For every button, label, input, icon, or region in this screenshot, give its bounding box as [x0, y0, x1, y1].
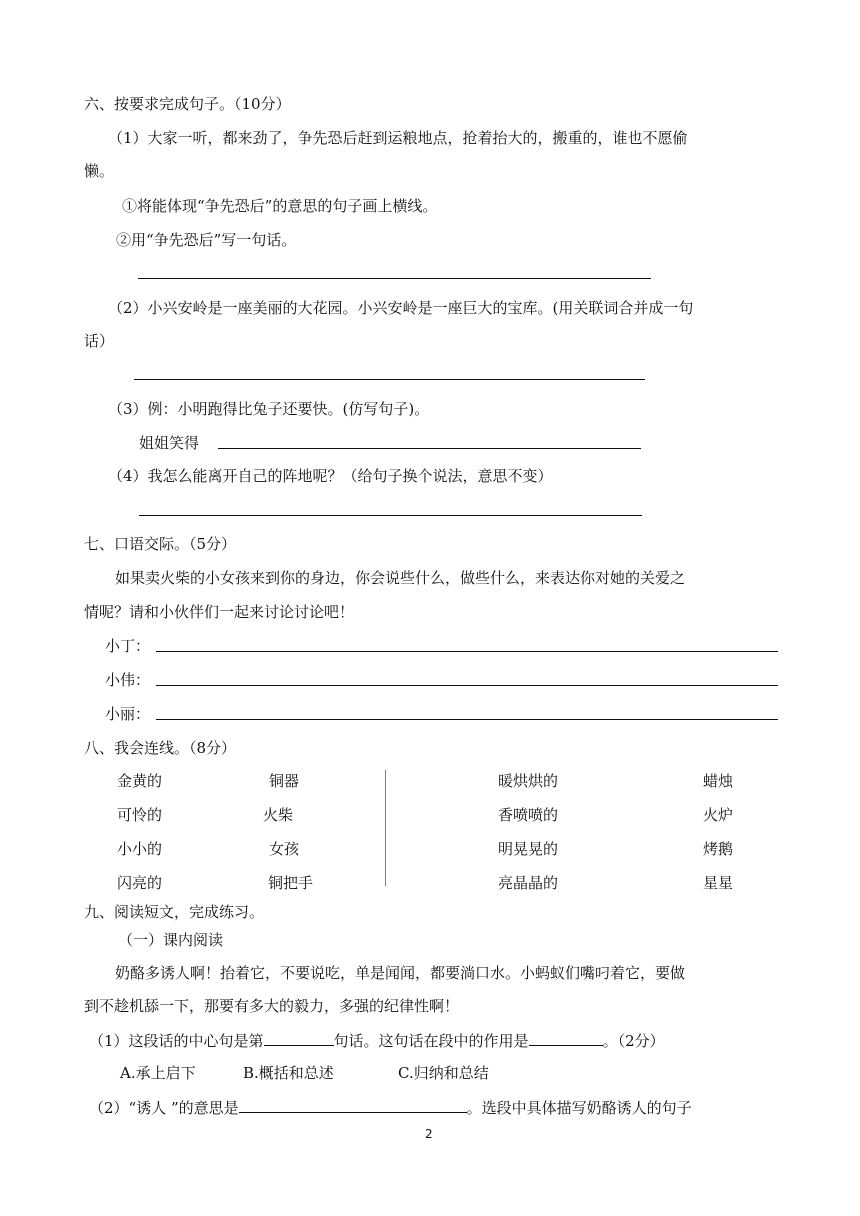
q1-sentence-line1: （1）大家一听，都来劲了，争先恐后赶到运粮地点，抢着抬大的，搬重的，谁也不愿偷	[108, 129, 688, 147]
q2-answer-line[interactable]	[134, 379, 645, 380]
q3-prefix: 姐姐笑得	[139, 434, 200, 452]
option-c[interactable]: C.归纳和总结	[398, 1064, 489, 1082]
match-left-noun[interactable]: 铜把手	[268, 874, 314, 892]
section-9-title: 九、阅读短文，完成练习。	[84, 903, 265, 921]
reading-passage-line1: 奶酪多诱人啊！抬着它，不要说吃，单是闻闻，都要淌口水。小蚂蚁们嘴叼着它，要做	[115, 964, 686, 982]
q1-sentence-line2: 懒。	[84, 162, 115, 180]
q3-answer-line[interactable]	[218, 448, 641, 449]
match-left-noun[interactable]: 火柴	[263, 806, 294, 824]
q1-task-1: ①将能体现“争先恐后”的意思的句子画上横线。	[122, 197, 438, 215]
reading-q2	[89, 1097, 692, 1118]
speaker-label: 小丽：	[105, 705, 151, 723]
q1-task-2: ②用“争先恐后”写一句话。	[116, 231, 297, 249]
section-7-title: 七、口语交际。（5分）	[84, 535, 237, 553]
q2-sentence-line1: （2）小兴安岭是一座美丽的大花园。小兴安岭是一座巨大的宝库。(用关联词合并成一句	[108, 299, 694, 317]
reading-passage-line2: 到不趁机舔一下，那要有多大的毅力，多强的纪律性啊！	[84, 997, 460, 1015]
reading-q2-part2: 。选段中具体描写奶酪诱人的句子	[466, 1099, 692, 1117]
match-right-noun[interactable]: 烤鹅	[703, 840, 734, 858]
reading-q1-part3: 。（2分）	[602, 1032, 665, 1050]
page-number: 2	[425, 1127, 433, 1141]
section-6-title: 六、按要求完成句子。（10分）	[84, 95, 291, 113]
speaker-answer-line[interactable]	[156, 651, 778, 652]
q3-example: （3）例：小明跑得比兔子还要快。(仿写句子)。	[108, 400, 430, 418]
s7-prompt-line2: 情呢？请和小伙伴们一起来讨论讨论吧！	[84, 603, 355, 621]
match-right-noun[interactable]: 蜡烛	[703, 772, 734, 790]
reading-q1-blank-1[interactable]	[264, 1030, 334, 1046]
section-8-title: 八、我会连线。（8分）	[84, 739, 237, 757]
option-a[interactable]: A.承上启下	[120, 1064, 196, 1082]
option-b[interactable]: B.概括和总述	[243, 1064, 334, 1082]
speaker-answer-line[interactable]	[156, 685, 778, 686]
speaker-label: 小伟：	[105, 671, 151, 689]
match-left-noun[interactable]: 女孩	[269, 840, 300, 858]
match-left-adj[interactable]: 可怜的	[117, 806, 163, 824]
s7-prompt-line1: 如果卖火柴的小女孩来到你的身边，你会说些什么，做些什么，来表达你对她的关爱之	[115, 569, 686, 587]
match-right-adj[interactable]: 亮晶晶的	[498, 874, 559, 892]
reading-q1-blank-2[interactable]	[529, 1030, 603, 1046]
match-right-adj[interactable]: 暖烘烘的	[498, 772, 559, 790]
column-divider	[385, 770, 386, 886]
match-right-noun[interactable]: 星星	[703, 874, 734, 892]
match-left-adj[interactable]: 金黄的	[117, 772, 163, 790]
q1-answer-line[interactable]	[138, 278, 651, 279]
match-left-adj[interactable]: 闪亮的	[117, 874, 163, 892]
match-left-adj[interactable]: 小小的	[117, 840, 163, 858]
s9-subtitle: （一）课内阅读	[118, 931, 224, 949]
reading-q1	[89, 1030, 665, 1051]
q4-answer-line[interactable]	[139, 515, 642, 516]
q2-sentence-line2: 话）	[84, 332, 115, 350]
reading-q1-part2: 句话。这句话在段中的作用是	[333, 1032, 529, 1050]
reading-q2-blank[interactable]	[239, 1097, 467, 1113]
match-right-noun[interactable]: 火炉	[703, 806, 734, 824]
reading-q2-part1: （2）“诱人 ”的意思是	[89, 1099, 239, 1117]
match-left-noun[interactable]: 铜器	[269, 772, 300, 790]
match-right-adj[interactable]: 明晃晃的	[498, 840, 559, 858]
reading-q1-part1: （1）这段话的中心句是第	[89, 1032, 264, 1050]
q4-sentence: （4）我怎么能离开自己的阵地呢？（给句子换个说法，意思不变）	[108, 467, 553, 485]
speaker-label: 小丁：	[105, 637, 151, 655]
match-right-adj[interactable]: 香喷喷的	[498, 806, 559, 824]
speaker-answer-line[interactable]	[156, 719, 778, 720]
